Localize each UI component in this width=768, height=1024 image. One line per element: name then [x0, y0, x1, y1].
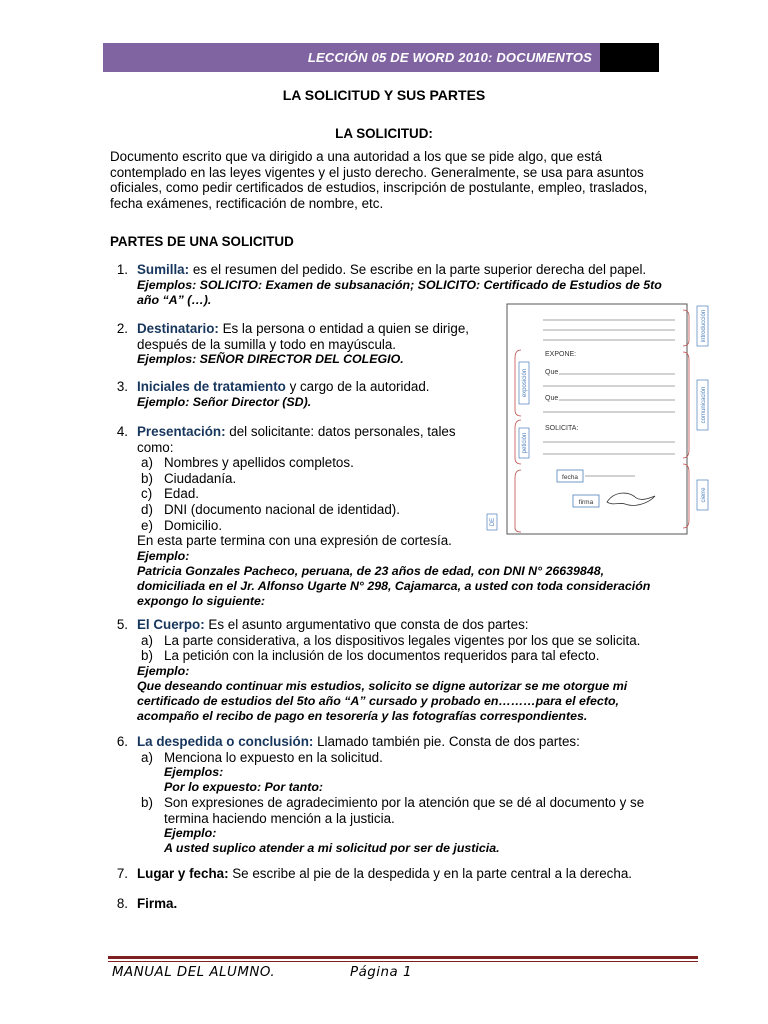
footer-rule — [108, 956, 698, 962]
item-text: después de la sumilla y todo en mayúscula. — [137, 336, 397, 352]
sub-text: Nombres y apellidos completos. — [164, 455, 354, 471]
sub-text: Domicilio. — [164, 517, 223, 533]
item-number: 2. — [116, 321, 128, 336]
sub-letter: d) — [141, 501, 153, 517]
item-number: 8. — [116, 896, 128, 911]
item-term: El Cuerpo: — [137, 617, 205, 632]
sub-text: Son expresiones de agradecimiento por la atención que se dé al documento y se — [164, 795, 645, 811]
parts-heading: PARTES DE UNA SOLICITUD — [110, 234, 294, 249]
sub-letter: a) — [141, 455, 153, 471]
item-term: Iniciales de tratamiento — [137, 379, 286, 394]
item-text: del solicitante: datos personales, tales — [225, 424, 456, 439]
diagram-label-peticion: petición — [522, 432, 528, 454]
sub-text: Edad. — [164, 486, 199, 502]
sub-letter: e) — [141, 517, 153, 533]
intro-line: Documento escrito que va dirigido a una autoridad a los que se pide algo, que está — [110, 149, 603, 164]
page-title: LA SOLICITUD Y SUS PARTES — [282, 87, 486, 103]
item-text: Es la persona o entidad a quien se dirige, — [218, 321, 469, 336]
item-term: Lugar y fecha: — [137, 866, 229, 881]
diagram-solicita: SOLICITA: — [545, 425, 579, 432]
item-number: 1. — [116, 262, 128, 277]
item-text: es el resumen del pedido. Se escribe en la parte superior derecha del papel. — [189, 262, 647, 277]
diagram-que-1: Que — [545, 369, 559, 376]
item-number: 6. — [116, 734, 128, 749]
footer-manual: MANUAL DEL ALUMNO. — [112, 965, 276, 980]
item-example: expongo lo siguiente: — [137, 593, 266, 608]
item-example: Que deseando continuar mis estudios, solicito se digne autorizar se me otorgue mi — [137, 678, 628, 693]
intro-paragraph — [110, 149, 680, 211]
diagram-fecha: fecha — [562, 474, 578, 481]
diagram-label-comunicacion: comunicación — [701, 386, 707, 424]
diagram-label-de: DE — [490, 517, 496, 527]
item-number: 5. — [116, 617, 128, 632]
item-example: acompaño el recibo de pago en tesorería y las fotografías correspondientes. — [137, 708, 588, 723]
sub-text: DNI (documento nacional de identidad). — [164, 501, 400, 517]
item-example: Patricia Gonzales Pacheco, peruana, de 23 años de edad, con DNI N° 26639848, — [137, 563, 605, 578]
sub-text: La petición con la inclusión de los documentos requeridos para tal efecto. — [164, 648, 600, 664]
sub-text: Ciudadanía. — [164, 470, 237, 486]
solicitud-diagram — [485, 300, 715, 540]
intro-line: oficiales, como pedir certificados de estudios, inscripción de postulante, empleo, traslados, — [110, 180, 648, 196]
sub-item — [137, 795, 697, 856]
sub-letter: b) — [141, 795, 153, 811]
item-example: A usted suplico atender a mi solicitud por ser de justicia. — [164, 841, 500, 856]
sub-item — [137, 648, 697, 664]
header-title: LECCIÓN 05 DE WORD 2010: DOCUMENTOS — [103, 43, 600, 72]
item-number: 3. — [116, 379, 128, 394]
example-label: Ejemplo: — [137, 548, 190, 563]
diagram-label-introduccion: introducción — [701, 309, 707, 343]
example-label: Ejemplo: — [137, 663, 190, 678]
diagram-label-cierre: cierre — [701, 487, 707, 503]
item-number: 7. — [116, 866, 128, 881]
sub-letter: a) — [141, 749, 153, 765]
item-term: Sumilla: — [137, 262, 190, 277]
item-term: Firma. — [137, 896, 178, 911]
sub-letter: c) — [141, 486, 153, 502]
item-example: Por lo expuesto: Por tanto: — [164, 780, 324, 795]
item-term: La despedida o conclusión: — [137, 734, 314, 749]
intro-line: contemplado en las leyes vigentes y el justo derecho. Generalmente, se usa para asuntos — [110, 164, 644, 180]
sub-letter: a) — [141, 632, 153, 648]
item-example: domiciliada en el Jr. Alfonso Ugarte N° 298, Cajamarca, a usted con toda consideración — [137, 578, 651, 593]
sub-text: La parte considerativa, a los dispositivos legales vigentes por los que se solicita. — [164, 632, 641, 648]
item-example: Ejemplos: SOLICITO: Examen de subsanación; SOLICITO: Certificado de Estudios de 5to — [137, 277, 662, 292]
sub-text: Menciona lo expuesto en la solicitud. — [164, 749, 383, 765]
item-text: En esta parte termina con una expresión de cortesía. — [137, 533, 452, 549]
item-term: Presentación: — [137, 424, 226, 439]
item-number: 4. — [116, 424, 128, 439]
footer-page-number: Página 1 — [350, 965, 412, 980]
diagram-expone: EXPONE: — [545, 351, 577, 358]
header-black-block — [600, 43, 659, 72]
sub-letter: b) — [141, 648, 153, 664]
section-title: LA SOLICITUD: — [335, 126, 433, 141]
item-text: Se escribe al pie de la despedida y en la parte central a la derecha. — [228, 866, 632, 881]
diagram-que-2: Que — [545, 395, 559, 402]
example-label: Ejemplos: — [164, 765, 224, 780]
item-term: Destinatario: — [137, 321, 219, 336]
sub-item — [137, 750, 697, 796]
item-example: año “A” (…). — [137, 292, 212, 307]
item-example: Ejemplo: Señor Director (SD). — [137, 394, 312, 409]
sub-text: termina haciendo mención a la justicia. — [164, 810, 395, 826]
item-text: y cargo de la autoridad. — [285, 379, 430, 394]
sub-item — [137, 633, 697, 649]
footer — [112, 965, 412, 981]
diagram-firma: firma — [578, 499, 594, 506]
diagram-label-exposicion: exposición — [522, 368, 528, 398]
example-label: Ejemplo: — [164, 826, 217, 841]
item-example: Ejemplos: SEÑOR DIRECTOR DEL COLEGIO. — [137, 352, 404, 367]
item-example: certificado de estudios del 5to año “A” cursado y probado en………para el efecto, — [137, 693, 619, 708]
item-text: Es el asunto argumentativo que consta de dos partes: — [204, 617, 529, 632]
header-bar — [103, 43, 659, 72]
intro-line: fecha exámenes, rectificación de nombre, etc. — [110, 195, 384, 211]
item-text: Llamado también pie. Consta de dos partes: — [313, 734, 580, 749]
sub-letter: b) — [141, 470, 153, 486]
item-text: como: — [137, 439, 174, 455]
